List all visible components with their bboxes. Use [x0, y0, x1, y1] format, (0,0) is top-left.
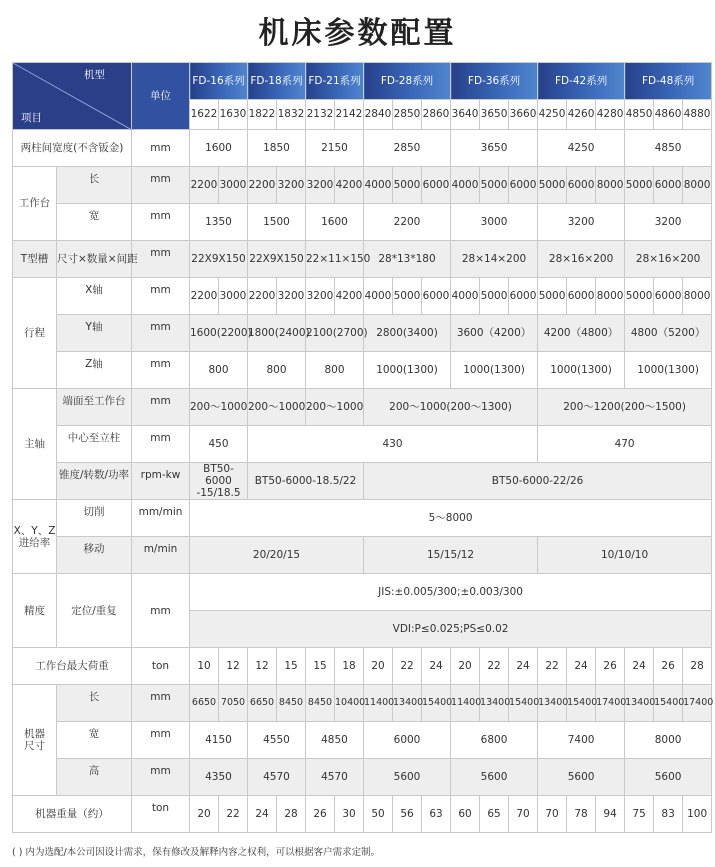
value-cell: 4850: [306, 722, 364, 759]
value-cell: 22: [219, 796, 248, 833]
value-cell: 3200: [625, 204, 712, 241]
value-cell: 1000(1300): [451, 352, 538, 389]
value-cell: 15400: [509, 685, 538, 722]
model-number: 4880: [683, 100, 712, 130]
value-cell: 28: [277, 796, 306, 833]
value-cell: 4200（4800）: [538, 315, 625, 352]
unit-header: 单位: [132, 63, 190, 130]
value-cell: 2200: [190, 167, 219, 204]
value-cell: 5600: [451, 759, 538, 796]
value-cell: 2200: [248, 167, 277, 204]
value-cell: 12: [248, 648, 277, 685]
row-label: 尺寸×数量×间距: [57, 241, 132, 278]
value-cell: 22: [480, 648, 509, 685]
value-cell: 2100(2700): [306, 315, 364, 352]
model-number: 2840: [364, 100, 393, 130]
value-cell: 4150: [190, 722, 248, 759]
value-cell: BT50-6000 -15/18.5: [190, 463, 248, 500]
value-cell: 2200: [364, 204, 451, 241]
unit-cell: mm: [132, 130, 190, 167]
row-label: 锥度/转数/功率: [57, 463, 132, 500]
value-cell: 3000: [451, 204, 538, 241]
unit-cell: mm: [132, 574, 190, 648]
value-cell: 56: [393, 796, 422, 833]
value-cell: 30: [335, 796, 364, 833]
value-cell: 15400: [654, 685, 683, 722]
value-cell: 75: [625, 796, 654, 833]
series-header: FD-16系列: [190, 63, 248, 100]
value-cell: 11400: [451, 685, 480, 722]
value-cell: 12: [219, 648, 248, 685]
value-cell: 22×11×150: [306, 241, 364, 278]
value-cell: BT50-6000-18.5/22: [248, 463, 364, 500]
value-cell: 24: [625, 648, 654, 685]
value-cell: 1850: [248, 130, 306, 167]
value-cell: 2200: [190, 278, 219, 315]
unit-cell: mm: [132, 352, 190, 389]
value-cell: 5000: [480, 167, 509, 204]
group-label: X、Y、Z 进给率: [13, 500, 57, 574]
value-cell: 94: [596, 796, 625, 833]
value-cell: 430: [248, 426, 538, 463]
row-label: 高: [57, 759, 132, 796]
value-cell: 450: [190, 426, 248, 463]
value-cell: 5600: [625, 759, 712, 796]
value-cell: 200～1000(200～1300): [364, 389, 538, 426]
unit-cell: mm: [132, 278, 190, 315]
value-cell: 15: [306, 648, 335, 685]
value-cell: 24: [248, 796, 277, 833]
value-cell: 1600(2200): [190, 315, 248, 352]
footnote: ( ) 内为选配/本公司因设计需求，保有修改及解释内容之权利，可以根据客户需求定制。: [12, 847, 381, 858]
value-cell: 3200: [277, 278, 306, 315]
value-cell: 78: [567, 796, 596, 833]
unit-cell: mm: [132, 315, 190, 352]
unit-cell: rpm-kw: [132, 463, 190, 500]
value-cell: 4550: [248, 722, 306, 759]
value-cell: 5000: [625, 278, 654, 315]
value-cell: 10: [190, 648, 219, 685]
value-cell: 28: [683, 648, 712, 685]
unit-cell: m/min: [132, 537, 190, 574]
value-cell: 22X9X150: [248, 241, 306, 278]
model-number: 1630: [219, 100, 248, 130]
value-cell: 5000: [625, 167, 654, 204]
value-cell: 22: [393, 648, 422, 685]
unit-cell: mm: [132, 685, 190, 722]
series-header: FD-36系列: [451, 63, 538, 100]
value-cell: 18: [335, 648, 364, 685]
row-label: Z轴: [57, 352, 132, 389]
value-cell: 4570: [248, 759, 306, 796]
model-number: 2860: [422, 100, 451, 130]
row-label: 宽: [57, 722, 132, 759]
value-cell: 800: [306, 352, 364, 389]
value-cell: 3000: [219, 278, 248, 315]
value-cell: 13400: [480, 685, 509, 722]
row-label: 端面至工作台: [57, 389, 132, 426]
unit-cell: mm: [132, 759, 190, 796]
row-label: 切削: [57, 500, 132, 537]
value-cell: 1600: [190, 130, 248, 167]
model-number: 2142: [335, 100, 364, 130]
value-cell: 6000: [509, 167, 538, 204]
series-header: FD-21系列: [306, 63, 364, 100]
value-cell: 10/10/10: [538, 537, 712, 574]
model-number: 1832: [277, 100, 306, 130]
value-cell: 4000: [364, 167, 393, 204]
value-cell: 13400: [625, 685, 654, 722]
value-cell: 10400: [335, 685, 364, 722]
value-cell: 28×14×200: [451, 241, 538, 278]
value-cell: 5600: [364, 759, 451, 796]
value-cell: 11400: [364, 685, 393, 722]
value-cell: 70: [509, 796, 538, 833]
value-cell: 4200: [335, 167, 364, 204]
model-number: 4280: [596, 100, 625, 130]
unit-cell: mm: [132, 204, 190, 241]
value-cell: 2800(3400): [364, 315, 451, 352]
value-cell: 6000: [422, 278, 451, 315]
row-label: 长: [57, 685, 132, 722]
model-number: 2132: [306, 100, 335, 130]
group-label: 机器 尺寸: [13, 685, 57, 796]
value-cell: 26: [654, 648, 683, 685]
row-label: 机器重量（约）: [13, 796, 132, 833]
spec-table: [12, 62, 712, 833]
value-cell: 15400: [567, 685, 596, 722]
value-cell: 4350: [190, 759, 248, 796]
value-cell: 6800: [451, 722, 538, 759]
value-cell: 6000: [509, 278, 538, 315]
model-number: 4860: [654, 100, 683, 130]
value-cell: 200～1000: [190, 389, 248, 426]
value-cell: 20: [364, 648, 393, 685]
value-cell: 6000: [567, 167, 596, 204]
header-corner: [13, 63, 132, 130]
value-cell: 28*13*180: [364, 241, 451, 278]
value-cell: 7400: [538, 722, 625, 759]
unit-cell: mm: [132, 426, 190, 463]
value-cell: 5000: [538, 167, 567, 204]
value-cell: 200～1000: [306, 389, 364, 426]
value-cell: 8000: [596, 278, 625, 315]
row-label: X轴: [57, 278, 132, 315]
value-cell: 8000: [596, 167, 625, 204]
model-number: 3640: [451, 100, 480, 130]
value-cell: 100: [683, 796, 712, 833]
value-cell: 3200: [538, 204, 625, 241]
unit-cell: mm: [132, 167, 190, 204]
model-number: 4260: [567, 100, 596, 130]
value-cell: 4000: [451, 278, 480, 315]
value-cell: 4250: [538, 130, 625, 167]
value-cell: 8450: [277, 685, 306, 722]
value-cell: 5～8000: [190, 500, 712, 537]
value-cell: 200～1200(200～1500): [538, 389, 712, 426]
value-cell: 1350: [190, 204, 248, 241]
value-cell: 2150: [306, 130, 364, 167]
value-cell: 1000(1300): [538, 352, 625, 389]
value-cell: 13400: [393, 685, 422, 722]
model-number: 1822: [248, 100, 277, 130]
value-cell: 6000: [654, 278, 683, 315]
model-number: 1622: [190, 100, 219, 130]
value-cell: 8000: [683, 167, 712, 204]
value-cell: 17400: [596, 685, 625, 722]
value-cell: 2850: [364, 130, 451, 167]
unit-cell: ton: [132, 796, 190, 833]
value-cell: 15/15/12: [364, 537, 538, 574]
value-cell: 70: [538, 796, 567, 833]
value-cell: 4000: [364, 278, 393, 315]
value-cell: 20/20/15: [190, 537, 364, 574]
model-number: 4250: [538, 100, 567, 130]
value-cell: 4200: [335, 278, 364, 315]
value-cell: 24: [509, 648, 538, 685]
series-header: FD-18系列: [248, 63, 306, 100]
value-cell: 1500: [248, 204, 306, 241]
model-number: 3660: [509, 100, 538, 130]
value-cell: 8000: [625, 722, 712, 759]
page-title: 机床参数配置: [258, 16, 457, 51]
value-cell: 60: [451, 796, 480, 833]
value-cell: 4850: [625, 130, 712, 167]
row-label: 定位/重复: [57, 574, 132, 648]
value-cell: 83: [654, 796, 683, 833]
row-label: 工作台最大荷重: [13, 648, 132, 685]
value-cell: 6650: [190, 685, 219, 722]
value-cell: 800: [190, 352, 248, 389]
value-cell: 6000: [364, 722, 451, 759]
value-cell: 8450: [306, 685, 335, 722]
row-label: 中心至立柱: [57, 426, 132, 463]
series-header: FD-48系列: [625, 63, 712, 100]
value-cell: 3200: [306, 167, 335, 204]
value-cell: 13400: [538, 685, 567, 722]
unit-cell: mm: [132, 241, 190, 278]
unit-cell: mm: [132, 389, 190, 426]
model-number: 4850: [625, 100, 654, 130]
row-label: 长: [57, 167, 132, 204]
value-cell: VDI:P≤0.025;PS≤0.02: [190, 611, 712, 648]
value-cell: 6000: [422, 167, 451, 204]
row-label: Y轴: [57, 315, 132, 352]
value-cell: 4570: [306, 759, 364, 796]
value-cell: 1600: [306, 204, 364, 241]
row-label: 两柱间宽度(不含钣金): [13, 130, 132, 167]
value-cell: 4000: [451, 167, 480, 204]
value-cell: BT50-6000-22/26: [364, 463, 712, 500]
value-cell: 3600（4200）: [451, 315, 538, 352]
value-cell: 2200: [248, 278, 277, 315]
value-cell: 5000: [480, 278, 509, 315]
value-cell: 5000: [393, 278, 422, 315]
value-cell: 17400: [683, 685, 712, 722]
row-label: 移动: [57, 537, 132, 574]
value-cell: 20: [451, 648, 480, 685]
value-cell: 15400: [422, 685, 451, 722]
value-cell: 50: [364, 796, 393, 833]
item-label: 项目: [21, 111, 42, 124]
value-cell: 5600: [538, 759, 625, 796]
value-cell: 26: [596, 648, 625, 685]
value-cell: 800: [248, 352, 306, 389]
value-cell: 20: [190, 796, 219, 833]
value-cell: 3000: [219, 167, 248, 204]
row-label: 宽: [57, 204, 132, 241]
value-cell: 1000(1300): [364, 352, 451, 389]
model-label: 机型: [84, 69, 105, 81]
value-cell: 5000: [393, 167, 422, 204]
series-header: FD-42系列: [538, 63, 625, 100]
value-cell: 22X9X150: [190, 241, 248, 278]
value-cell: 6650: [248, 685, 277, 722]
model-number: 2850: [393, 100, 422, 130]
group-label: T型槽: [13, 241, 57, 278]
value-cell: 24: [422, 648, 451, 685]
value-cell: 1000(1300): [625, 352, 712, 389]
value-cell: JIS:±0.005/300;±0.003/300: [190, 574, 712, 611]
value-cell: 470: [538, 426, 712, 463]
value-cell: 28×16×200: [625, 241, 712, 278]
group-label: 主轴: [13, 389, 57, 500]
group-label: 精度: [13, 574, 57, 648]
value-cell: 8000: [683, 278, 712, 315]
value-cell: 4800（5200）: [625, 315, 712, 352]
group-label: 工作台: [13, 167, 57, 241]
unit-cell: mm: [132, 722, 190, 759]
series-header: FD-28系列: [364, 63, 451, 100]
value-cell: 1800(2400): [248, 315, 306, 352]
value-cell: 28×16×200: [538, 241, 625, 278]
value-cell: 22: [538, 648, 567, 685]
value-cell: 200～1000: [248, 389, 306, 426]
value-cell: 26: [306, 796, 335, 833]
value-cell: 3650: [451, 130, 538, 167]
value-cell: 15: [277, 648, 306, 685]
value-cell: 7050: [219, 685, 248, 722]
value-cell: 65: [480, 796, 509, 833]
unit-cell: mm/min: [132, 500, 190, 537]
value-cell: 6000: [654, 167, 683, 204]
value-cell: 3200: [277, 167, 306, 204]
value-cell: 63: [422, 796, 451, 833]
value-cell: 24: [567, 648, 596, 685]
value-cell: 6000: [567, 278, 596, 315]
group-label: 行程: [13, 278, 57, 389]
value-cell: 3200: [306, 278, 335, 315]
value-cell: 5000: [538, 278, 567, 315]
model-number: 3650: [480, 100, 509, 130]
unit-cell: ton: [132, 648, 190, 685]
